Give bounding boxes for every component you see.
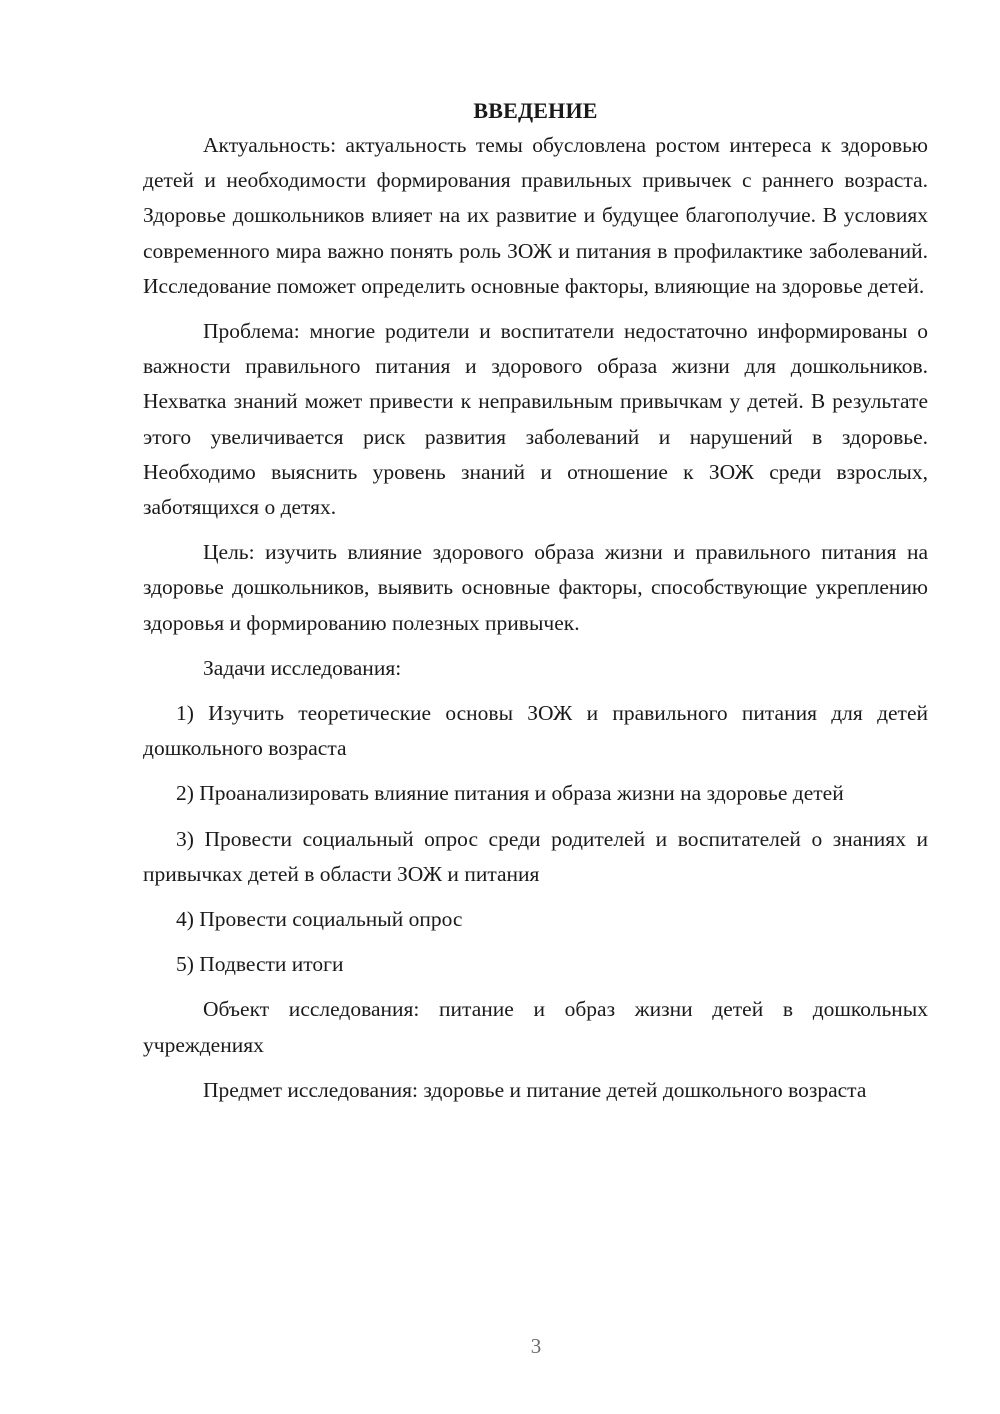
list-item: 4) Провести социальный опрос	[176, 907, 463, 932]
page-number: 3	[530, 1334, 542, 1358]
paragraph-object: Объект исследования: питание и образ жизни детей в дошкольных учреждениях	[143, 997, 928, 1057]
list-item: 5) Подвести итоги	[176, 952, 344, 977]
paragraph-problem: Проблема: многие родители и воспитатели недостаточно информированы о важности правильного питания и здорового образа жизни для дошкольников. Нехватка знаний может привести к неправильным привычкам у детей. В результате этого увеличивается риск развития заболеваний и нарушений в здоровье. Необходимо выяснить уровень знаний и отношение к ЗОЖ среди взрослых, заботящихся о детях.	[143, 319, 928, 520]
list-item: 3) Провести социальный опрос среди родителей и воспитателей о знаниях и привычках детей в области ЗОЖ и питания	[143, 826, 928, 886]
tasks-heading: Задачи исследования:	[203, 655, 402, 680]
list-item: 1) Изучить теоретические основы ЗОЖ и правильного питания для детей дошкольного возраста	[143, 701, 928, 761]
paragraph-subject: Предмет исследования: здоровье и питание детей дошкольного возраста	[203, 1077, 867, 1102]
paragraph-goal: Цель: изучить влияние здорового образа жизни и правильного питания на здоровье дошкольников, выявить основные факторы, способствующие укреплению здоровья и формированию полезных привычек.	[143, 540, 928, 635]
paragraph-relevance: Актуальность: актуальность темы обусловлена ростом интереса к здоровью детей и необходимости формирования правильных привычек с раннего возраста. Здоровье дошкольников влияет на их развитие и будущее благополучие. В условиях современного мира важно понять роль ЗОЖ и питания в профилактике заболеваний. Исследование поможет определить основные факторы, влияющие на здоровье детей.	[143, 133, 928, 298]
list-item: 2) Проанализировать влияние питания и образа жизни на здоровье детей	[176, 781, 844, 806]
document-page	[143, 96, 928, 1118]
section-title: ВВЕДЕНИЕ	[473, 98, 598, 123]
tasks-list	[143, 696, 928, 982]
